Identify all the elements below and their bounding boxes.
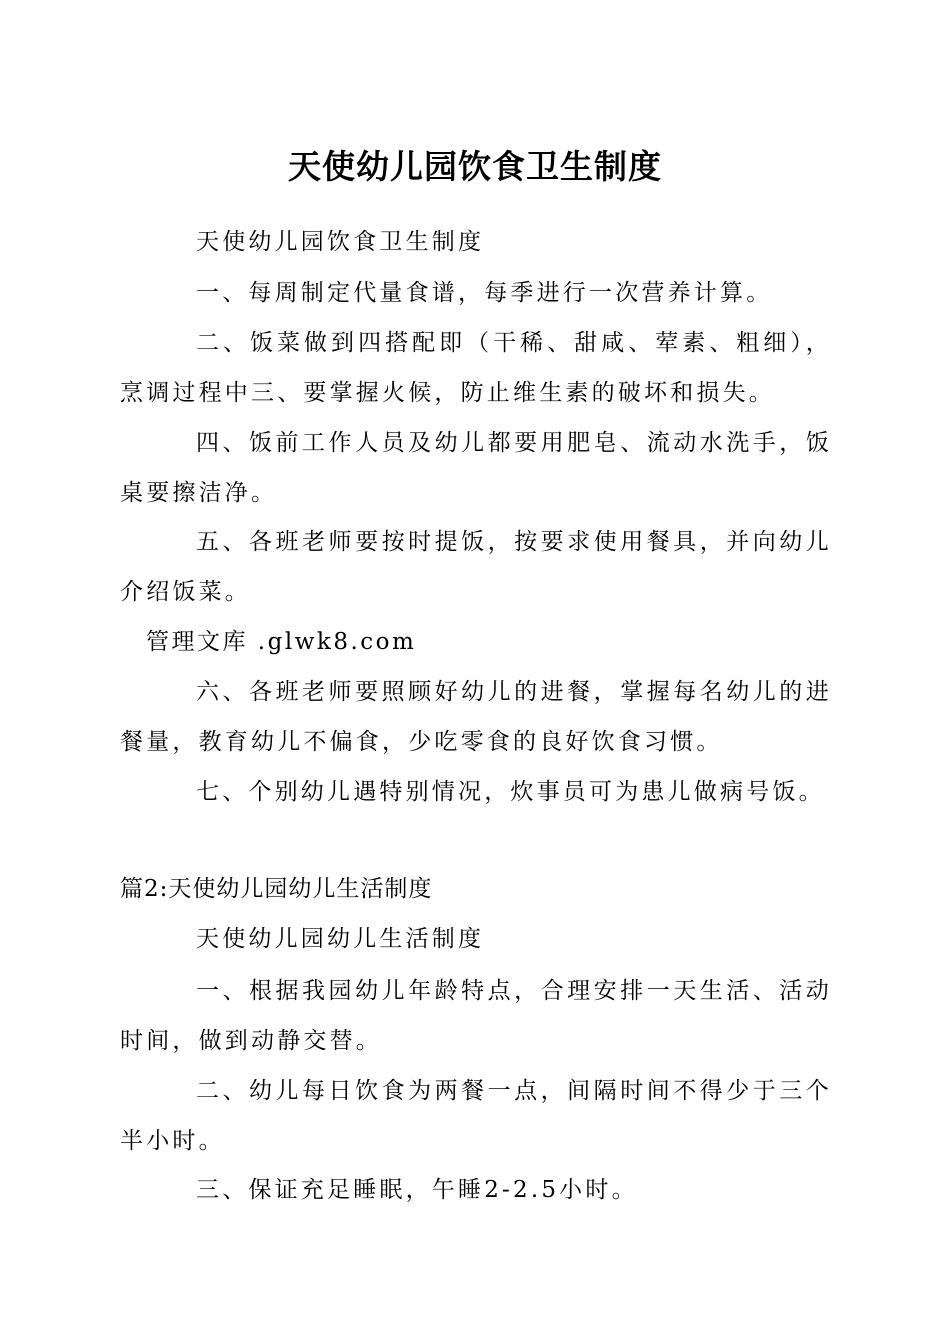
paragraph-rule-3: 三、保证充足睡眠，午睡2-2.5小时。 [196,1177,638,1203]
paragraph-item-7: 七、个别幼儿遇特别情况，炊事员可为患儿做病号饭。 [196,779,825,805]
document-title: 天使幼儿园饮食卫生制度 [288,147,662,186]
paragraph-rule-2: 二、幼儿每日饮食为两餐一点，间隔时间不得少于三个半小时。 [120,1078,832,1154]
paragraph-rule-1: 一、根据我园幼儿年龄特点，合理安排一天生活、活动时间，做到动静交替。 [120,978,832,1054]
paragraph-item-4: 四、饭前工作人员及幼儿都要用肥皂、流动水洗手，饭桌要擦洁净。 [120,430,832,506]
section-heading: 篇2:天使幼儿园幼儿生活制度 [120,876,433,902]
paragraph-item-2: 二、饭菜做到四搭配即（干稀、甜咸、荤素、粗细），烹调过程中三、要掌握火候，防止维生素的破坏和损失。 [120,330,832,406]
paragraph-item-5: 五、各班老师要按时提饭，按要求使用餐具，并向幼儿介绍饭菜。 [120,529,832,605]
watermark-text: 管理文库 .glwk8.com [146,629,417,655]
paragraph-item-6: 六、各班老师要照顾好幼儿的进餐，掌握每名幼儿的进餐量，教育幼儿不偏食，少吃零食的良好饮食习惯。 [120,679,832,755]
paragraph-subtitle-2: 天使幼儿园幼儿生活制度 [196,926,485,952]
paragraph-item-1: 一、每周制定代量食谱，每季进行一次营养计算。 [196,280,773,306]
paragraph-subtitle-1: 天使幼儿园饮食卫生制度 [196,229,485,255]
